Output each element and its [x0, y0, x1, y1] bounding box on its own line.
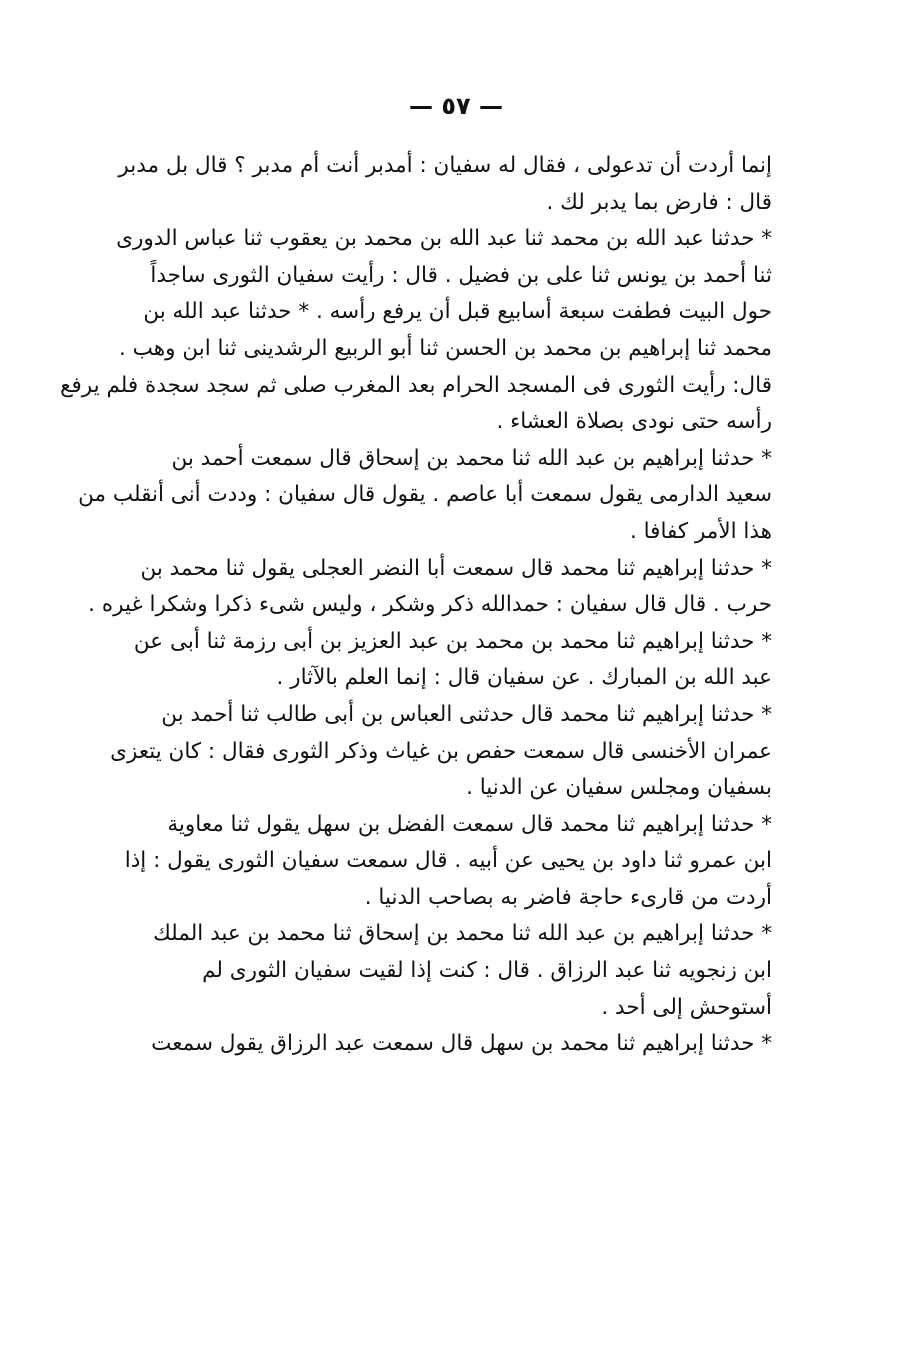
text-line: هذا الأمر كفافا .: [629, 518, 772, 544]
text-line: أردت من قارىء حاجة فاضر به بصاحب الدنيا .: [364, 884, 772, 910]
text-line: * حدثنا إبراهيم ثنا محمد قال سمعت أبا النضر العجلى يقول ثنا محمد بن: [140, 555, 772, 581]
text-line: * حدثنا إبراهيم ثنا محمد بن محمد بن عبد العزيز بن أبى رزمة ثنا أبى عن: [133, 628, 772, 654]
text-line: ابن زنجويه ثنا عبد الرزاق . قال : كنت إذا لقيت سفيان الثورى لم: [202, 958, 772, 984]
text-line: * حدثنا إبراهيم ثنا محمد قال سمعت الفضل بن سهل يقول ثنا معاوية: [167, 811, 772, 837]
page-body: [60, 148, 772, 1063]
text-line: إنما أردت أن تدعولى ، فقال له سفيان : أمدبر أنت أم مدبر ؟ قال بل مدبر: [118, 153, 772, 178]
text-line: ابن عمرو ثنا داود بن يحيى عن أبيه . قال سمعت سفيان الثورى يقول : إذا: [124, 848, 772, 874]
text-line: بسفيان ومجلس سفيان عن الدنيا .: [466, 775, 772, 801]
text-line: ثنا أحمد بن يونس ثنا على بن فضيل . قال : رأيت سفيان الثورى ساجداً: [150, 262, 772, 288]
text-line: سعيد الدارمى يقول سمعت أبا عاصم . يقول قال سفيان : وددت أنى أنقلب من: [78, 482, 772, 508]
text-line: حرب . قال قال سفيان : حمدالله ذكر وشكر ، وليس شىء ذكرا وشكرا غيره .: [88, 592, 772, 618]
text-line: أستوحش إلى أحد .: [601, 994, 772, 1020]
text-line: * حدثنا إبراهيم ثنا محمد قال حدثنى العباس بن أبى طالب ثنا أحمد بن: [161, 701, 772, 727]
text-line: * حدثنا عبد الله بن محمد ثنا عبد الله بن محمد بن يعقوب ثنا عباس الدورى: [116, 226, 772, 252]
text-line: رأسه حتى نودى بصلاة العشاء .: [496, 409, 772, 435]
text-line: * حدثنا إبراهيم ثنا محمد بن سهل قال سمعت عبد الرزاق يقول سمعت: [151, 1031, 772, 1057]
page-number: — ٥٧ —: [408, 92, 503, 120]
text-line: محمد ثنا إبراهيم بن محمد بن الحسن ثنا أبو الربيع الرشدينى ثنا ابن وهب .: [119, 335, 772, 361]
text-line: قال: رأيت الثورى فى المسجد الحرام بعد المغرب صلى ثم سجد سجدة فلم يرفع: [60, 372, 772, 398]
text-line: حول البيت فطفت سبعة أسابيع قبل أن يرفع رأسه . * حدثنا عبد الله بن: [143, 299, 772, 325]
text-line: قال : فارض بما يدبر لك .: [546, 189, 772, 215]
text-line: عبد الله بن المبارك . عن سفيان قال : إنما العلم بالآثار .: [276, 665, 772, 691]
text-line: * حدثنا إبراهيم بن عبد الله ثنا محمد بن إسحاق قال سمعت أحمد بن: [171, 445, 772, 471]
text-line: * حدثنا إبراهيم بن عبد الله ثنا محمد بن إسحاق ثنا محمد بن عبد الملك: [153, 921, 772, 947]
text-line: عمران الأخنسى قال سمعت حفص بن غياث وذكر الثورى فقال : كان يتعزى: [110, 738, 772, 764]
